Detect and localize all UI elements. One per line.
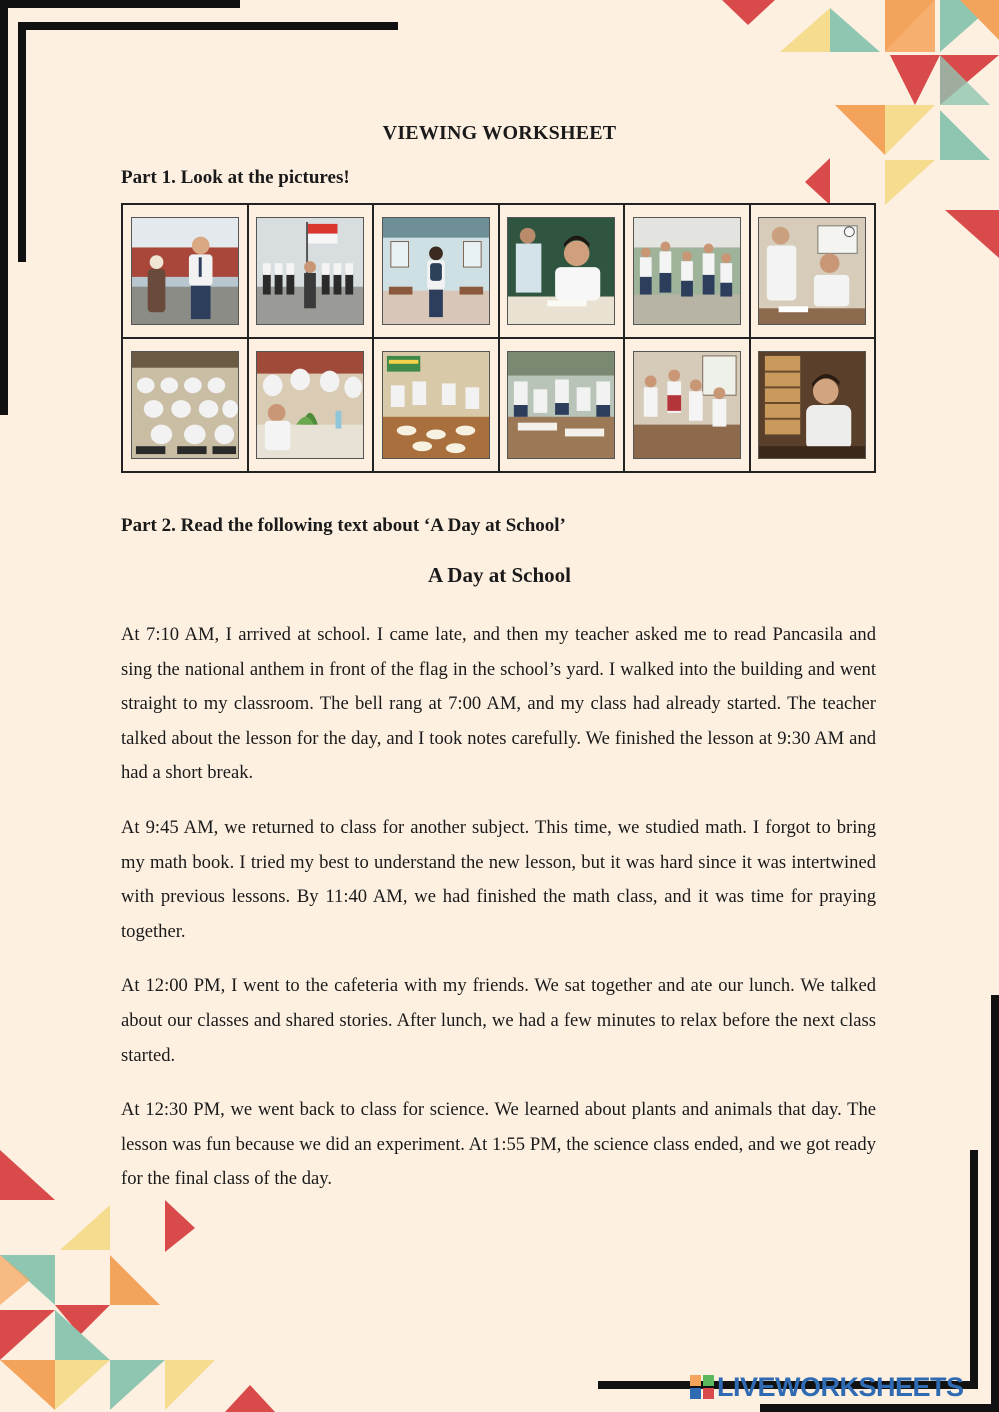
worksheet-title: VIEWING WORKSHEET <box>382 122 617 144</box>
frame-line-right-inner <box>970 1150 978 1385</box>
story-paragraph-2: At 9:45 AM, we returned to class for another subject. This time, we studied math. I forgot to bring my math book. I tried my best to understand the new lesson, but it was hard since it was intertwined with previous lessons. By 11:40 AM, we had finished the math class, and it was time for praying together. <box>121 816 876 942</box>
reflecting-student-image <box>758 351 866 459</box>
part2-heading: Part 2. Read the following text about ‘A Day at School’ <box>121 515 566 536</box>
story-paragraph-3: At 12:00 PM, I went to the cafeteria with my friends. We sat together and ate our lunch. We talked about our classes and shared stories. After lunch, we had a few minutes to relax before the next class started. <box>121 975 876 1066</box>
story-paragraph-1: At 7:10 AM, I arrived at school. I came late, and then my teacher asked me to read Pancasila and sing the national anthem in front of the flag in the school’s yard. I walked into the building and went straight to my classroom. The bell rang at 7:00 AM, and my class had already started. The teacher talked about the lesson for the day, and I took notes carefully. We finished the lesson at 9:30 AM and had a short break. <box>121 624 876 784</box>
picture-cell <box>248 338 374 472</box>
cafeteria-image <box>382 351 490 459</box>
story-body <box>121 618 876 1217</box>
classroom-entry-image <box>382 217 490 325</box>
liveworksheets-logo <box>690 1373 964 1401</box>
break-time-image <box>633 217 741 325</box>
part1-heading: Part 1. Look at the pictures! <box>121 167 350 188</box>
logo-blocks-icon <box>690 1375 714 1399</box>
frame-line-left-outer <box>0 0 8 415</box>
note-taking-image <box>507 217 615 325</box>
flag-ceremony-image <box>256 217 364 325</box>
picture-cell <box>122 204 248 338</box>
picture-cell <box>624 204 750 338</box>
story-paragraph-4: At 12:30 PM, we went back to class for science. We learned about plants and animals that day. The lesson was fun because we did an experiment. At 1:55 PM, the science class ended, and we got ready for the final class of the day. <box>121 1099 876 1190</box>
picture-grid <box>121 203 876 473</box>
praying-together-image <box>131 351 239 459</box>
picture-cell <box>750 338 876 472</box>
picture-cell <box>750 204 876 338</box>
logo-text: LIVEWORKSHEETS <box>717 1372 964 1402</box>
frame-line-right-outer <box>991 995 999 1412</box>
science-experiment-image <box>256 351 364 459</box>
group-study-image <box>507 351 615 459</box>
student-arriving-image <box>131 217 239 325</box>
picture-cell <box>499 204 625 338</box>
picture-cell <box>499 338 625 472</box>
frame-line-top-inner <box>18 22 398 30</box>
math-class-image <box>758 217 866 325</box>
picture-cell <box>248 204 374 338</box>
class-ending-image <box>633 351 741 459</box>
frame-line-top-outer <box>0 0 240 8</box>
picture-cell <box>373 204 499 338</box>
picture-cell <box>624 338 750 472</box>
story-title: A Day at School <box>428 563 571 587</box>
picture-cell <box>122 338 248 472</box>
frame-line-bottom-outer <box>760 1404 999 1412</box>
picture-cell <box>373 338 499 472</box>
